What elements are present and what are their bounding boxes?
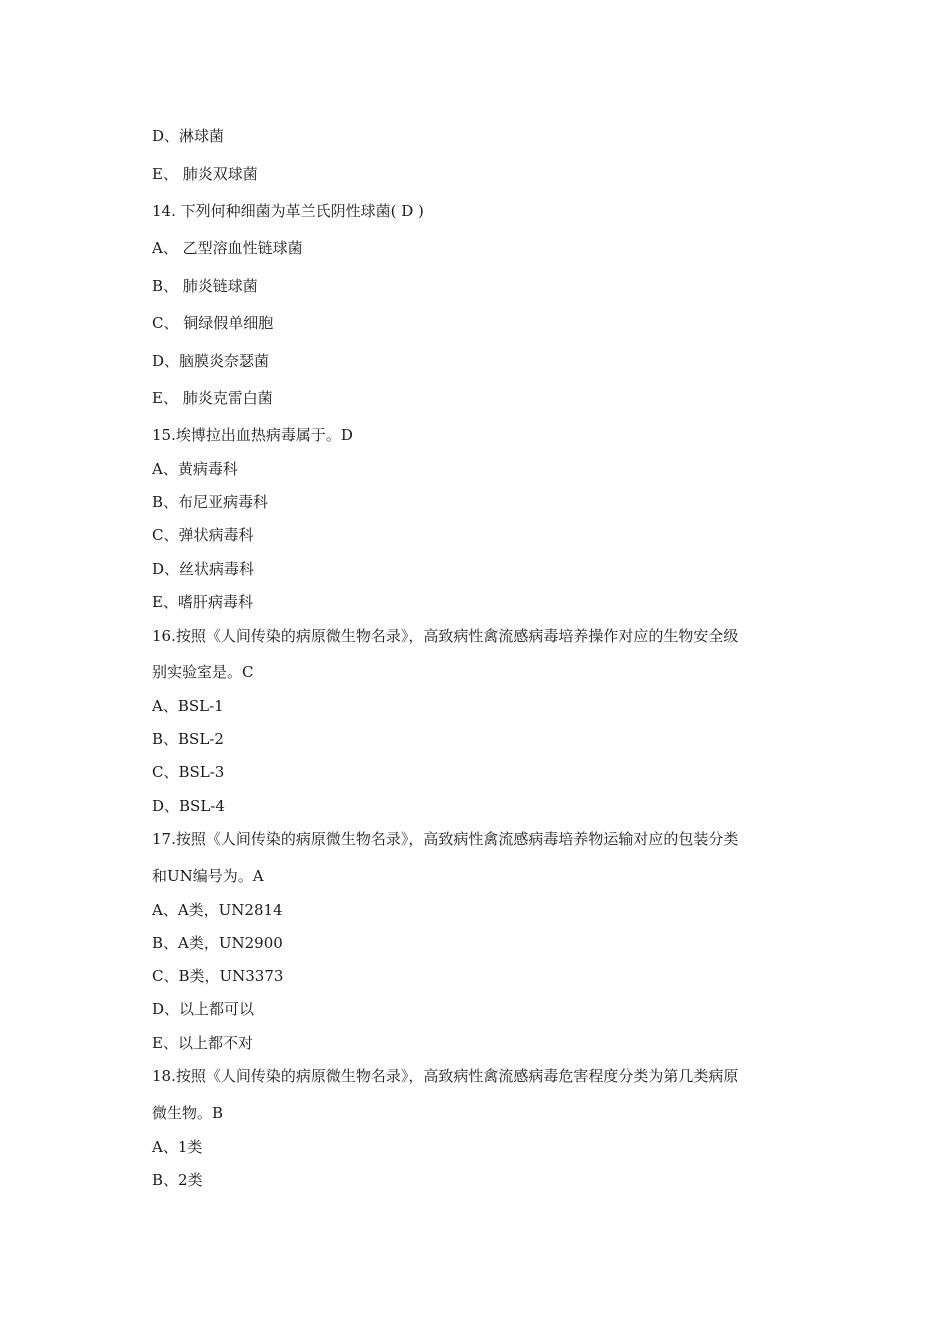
text-line: E、 肺炎克雷白菌	[152, 389, 273, 407]
text-line: A、1类	[152, 1138, 203, 1156]
text-line: E、 肺炎双球菌	[152, 165, 258, 183]
text-line: A、黄病毒科	[152, 460, 238, 478]
text-line: C、弹状病毒科	[152, 526, 254, 544]
text-line: A、 乙型溶血性链球菌	[152, 239, 303, 257]
text-line: A、A类，UN2814	[152, 901, 283, 919]
question-line: 14. 下列何种细菌为革兰氏阴性球菌( D )	[152, 202, 424, 220]
text-line: C、B类，UN3373	[152, 967, 284, 985]
text-line: C、BSL-3	[152, 763, 225, 781]
text-line: B、2类	[152, 1171, 203, 1189]
text-line: A、BSL-1	[152, 697, 224, 715]
question-line: 15.埃博拉出血热病毒属于。D	[152, 426, 353, 444]
text-line: D、以上都可以	[152, 1000, 255, 1018]
question-line-cont: 微生物。B	[152, 1104, 224, 1122]
text-line: B、A类，UN2900	[152, 934, 283, 952]
question-line-cont: 别实验室是。C	[152, 663, 254, 681]
text-line: D、淋球菌	[152, 127, 225, 145]
question-line-cont: 和UN编号为。A	[152, 867, 264, 885]
text-line: E、以上都不对	[152, 1034, 253, 1052]
text-line: D、BSL-4	[152, 797, 225, 815]
text-line: B、BSL-2	[152, 730, 224, 748]
question-line: 17.按照《人间传染的病原微生物名录》，高致病性禽流感病毒培养物运输对应的包装分类	[152, 830, 739, 848]
text-line: C、 铜绿假单细胞	[152, 314, 274, 332]
text-line: B、布尼亚病毒科	[152, 493, 269, 511]
question-line: 16.按照《人间传染的病原微生物名录》，高致病性禽流感病毒培养操作对应的生物安全级	[152, 627, 739, 645]
text-line: B、 肺炎链球菌	[152, 277, 258, 295]
text-line: D、丝状病毒科	[152, 560, 255, 578]
question-line: 18.按照《人间传染的病原微生物名录》，高致病性禽流感病毒危害程度分类为第几类病原	[152, 1067, 739, 1085]
text-line: D、脑膜炎奈瑟菌	[152, 352, 270, 370]
text-line: E、嗜肝病毒科	[152, 593, 253, 611]
